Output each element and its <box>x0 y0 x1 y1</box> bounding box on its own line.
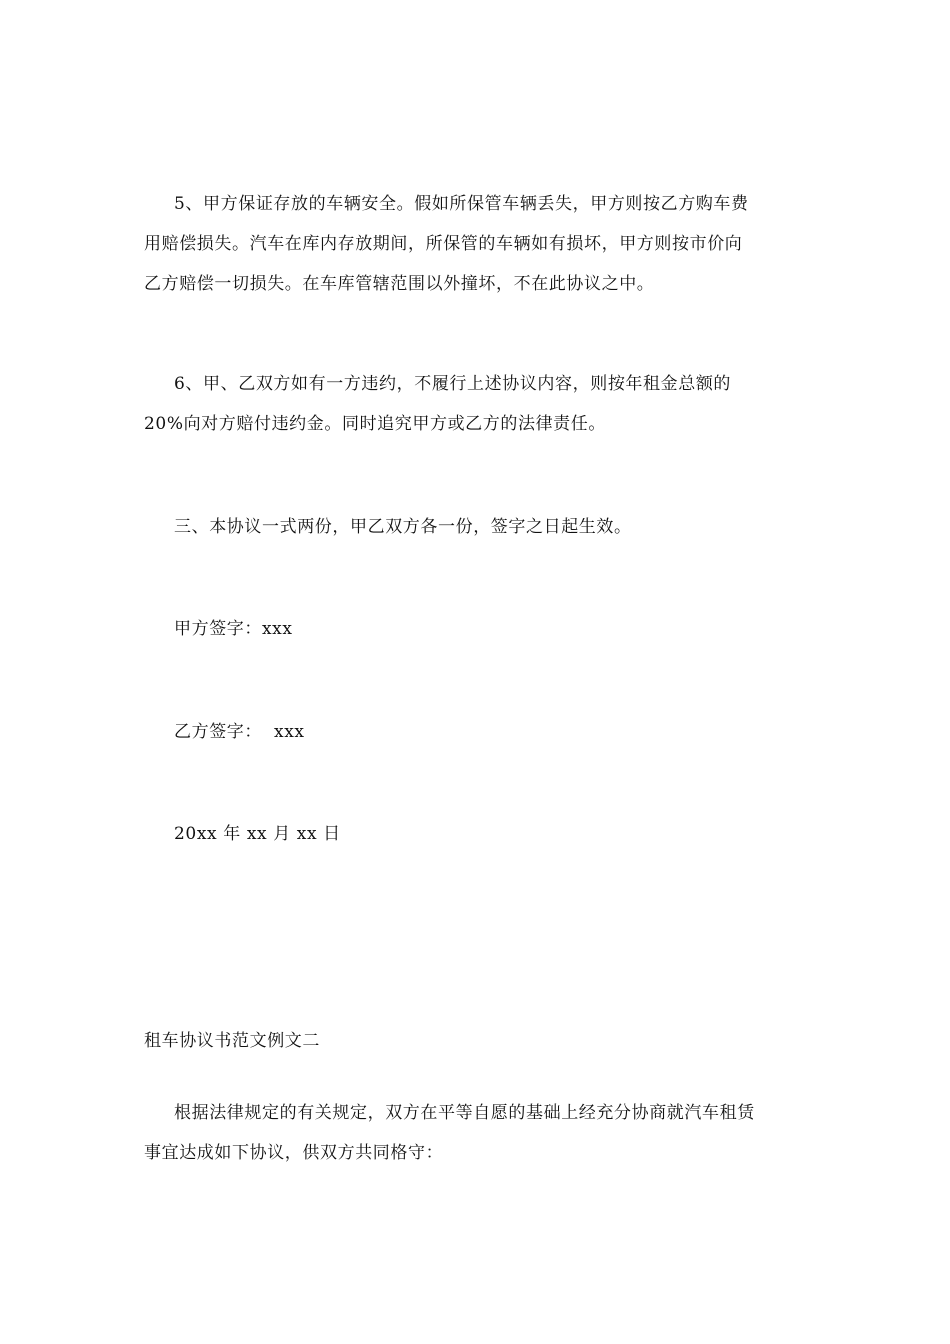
party-a-signature <box>144 609 814 649</box>
signing-date-text: 20xx 年 xx 月 xx 日 <box>174 824 341 844</box>
intro-line-1: 根据法律规定的有关规定，双方在平等自愿的基础上经充分协商就汽车租赁 <box>174 1103 755 1123</box>
clause-6-paragraph <box>144 364 814 444</box>
signing-date <box>144 814 814 854</box>
party-b-signature-text: 乙方签字： xxx <box>174 722 305 742</box>
clause-5-line-1: 5、甲方保证存放的车辆安全。假如所保管车辆丢失，甲方则按乙方购车费 <box>174 194 749 214</box>
clause-5-line-3: 乙方赔偿一切损失。在车库管辖范围以外撞坏，不在此协议之中。 <box>144 274 655 294</box>
section-title-text: 租车协议书范文例文二 <box>144 1031 320 1051</box>
clause-5-line-2: 用赔偿损失。汽车在库内存放期间，所保管的车辆如有损坏，甲方则按市价向 <box>144 234 743 254</box>
clause-three-paragraph <box>144 507 814 547</box>
section-title <box>144 1021 814 1061</box>
party-a-signature-text: 甲方签字：xxx <box>174 619 293 639</box>
intro-line-2: 事宜达成如下协议，供双方共同格守： <box>144 1143 444 1163</box>
clause-6-line-2: 20%向对方赔付违约金。同时追究甲方或乙方的法律责任。 <box>144 414 606 434</box>
clause-5-paragraph <box>144 184 814 304</box>
party-b-signature <box>144 712 814 752</box>
clause-6-line-1: 6、甲、乙双方如有一方违约，不履行上述协议内容，则按年租金总额的 <box>174 374 732 394</box>
clause-three-text: 三、本协议一式两份，甲乙双方各一份，签字之日起生效。 <box>174 517 632 537</box>
intro-paragraph <box>144 1093 814 1173</box>
